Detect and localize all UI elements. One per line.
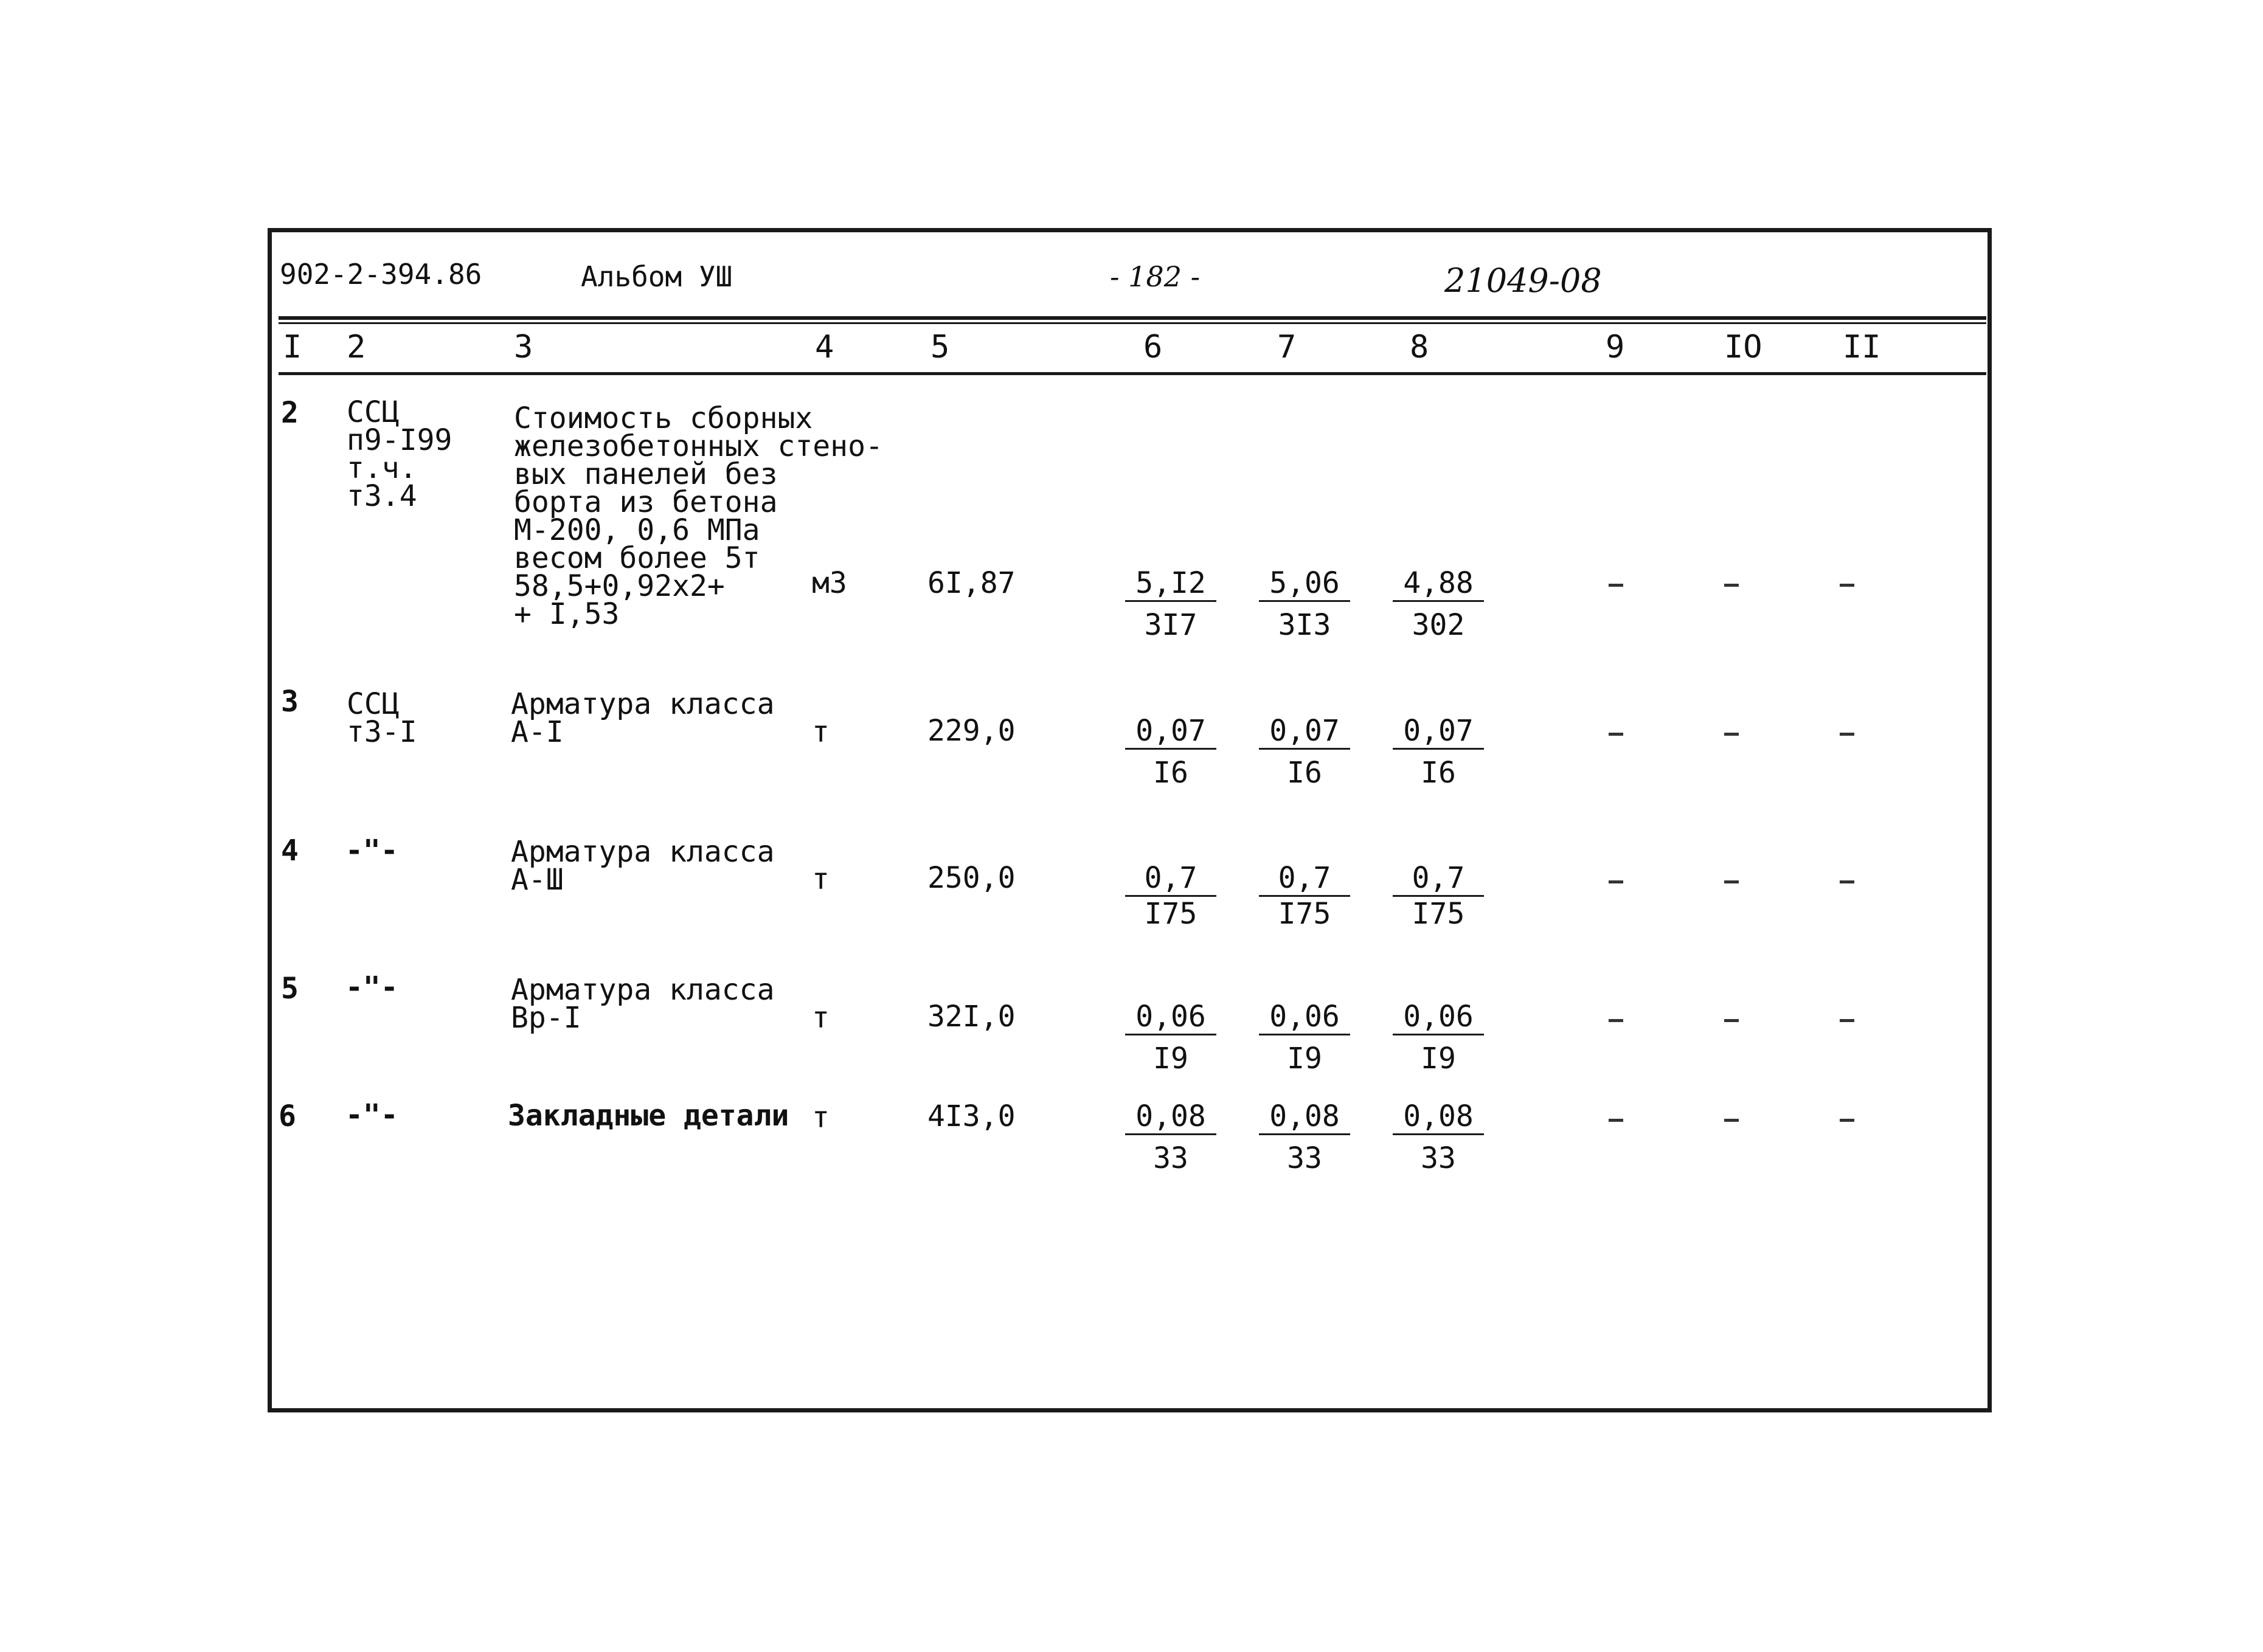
row-unit: т xyxy=(812,1001,830,1035)
row-number: 3 xyxy=(281,685,299,719)
album-title: Альбом УШ xyxy=(581,260,733,293)
column-number: II xyxy=(1843,329,1881,365)
empty-dash xyxy=(1609,880,1623,883)
empty-dash xyxy=(1724,1019,1739,1022)
row-unit: т xyxy=(812,715,830,749)
row-description: Закладные детали xyxy=(508,1099,789,1133)
row-description: Арматура класса А-Ш xyxy=(511,835,775,897)
column-number: 5 xyxy=(930,329,950,365)
row-price: 32I,0 xyxy=(927,1000,1016,1034)
row-number: 2 xyxy=(281,396,299,430)
empty-dash xyxy=(1724,733,1739,736)
row-price: 6I,87 xyxy=(927,566,1016,600)
value-col8: $\frac{0,06}{I9}$ xyxy=(1393,1002,1484,1073)
value-col8: $\frac{0,08}{33}$ xyxy=(1393,1102,1484,1173)
header-rule xyxy=(279,316,1986,320)
value-col6: $\frac{0,07}{I6}$ xyxy=(1125,716,1216,787)
row-description: Стоимость сборных железобетонных стено- вых панелей без борта из бетона М-200, 0,6 МПа весом более 5т 58,5+0,92х2+ + I,53 xyxy=(514,401,883,631)
value-col6: $\frac{5,I2}{3I7}$ xyxy=(1125,569,1216,640)
empty-dash xyxy=(1609,584,1623,587)
empty-dash xyxy=(1724,584,1739,587)
empty-dash xyxy=(1724,880,1739,883)
column-number: 3 xyxy=(514,329,533,365)
column-number: 6 xyxy=(1143,329,1163,365)
column-header-rule xyxy=(279,372,1986,375)
value-col7: $\frac{0,06}{I9}$ xyxy=(1259,1002,1350,1073)
empty-dash xyxy=(1609,1119,1623,1122)
column-number: 8 xyxy=(1410,329,1429,365)
value-col6: $\frac{0,08}{33}$ xyxy=(1125,1102,1216,1173)
column-number: I xyxy=(283,329,302,365)
column-number: IO xyxy=(1724,329,1762,365)
column-number: 2 xyxy=(347,329,366,365)
empty-dash xyxy=(1840,1019,1854,1022)
empty-dash xyxy=(1724,1119,1739,1122)
header-rule-thin xyxy=(279,322,1986,324)
empty-dash xyxy=(1609,733,1623,736)
value-col6: $\frac{0,06}{I9}$ xyxy=(1125,1002,1216,1073)
row-unit: т xyxy=(812,862,830,896)
value-col8: $\frac{0,07}{I6}$ xyxy=(1393,716,1484,787)
column-number: 7 xyxy=(1277,329,1297,365)
row-number: 5 xyxy=(281,972,299,1006)
row-price: 250,0 xyxy=(927,861,1016,895)
row-description: Арматура класса А-I xyxy=(511,687,775,749)
row-number: 6 xyxy=(279,1099,296,1133)
empty-dash xyxy=(1840,584,1854,587)
row-price: 4I3,0 xyxy=(927,1099,1016,1133)
value-col7: $\frac{0,7}{I75}$ xyxy=(1259,863,1350,928)
column-number: 9 xyxy=(1606,329,1625,365)
row-reference: -"- xyxy=(345,1098,398,1132)
row-reference: -"- xyxy=(345,970,398,1004)
value-col7: $\frac{5,06}{3I3}$ xyxy=(1259,569,1350,640)
row-number: 4 xyxy=(281,834,299,868)
value-col7: $\frac{0,07}{I6}$ xyxy=(1259,716,1350,787)
row-reference: -"- xyxy=(345,834,398,868)
empty-dash xyxy=(1609,1019,1623,1022)
empty-dash xyxy=(1840,880,1854,883)
value-col6: $\frac{0,7}{I75}$ xyxy=(1125,863,1216,928)
empty-dash xyxy=(1840,733,1854,736)
row-description: Арматура класса Вр-I xyxy=(511,973,775,1035)
row-unit: т xyxy=(812,1101,830,1135)
row-reference: ССЦ т3-I xyxy=(347,687,417,749)
column-number: 4 xyxy=(815,329,834,365)
value-col7: $\frac{0,08}{33}$ xyxy=(1259,1102,1350,1173)
row-reference: ССЦ п9-I99 т.ч. т3.4 xyxy=(347,395,452,513)
row-price: 229,0 xyxy=(927,714,1016,748)
empty-dash xyxy=(1840,1119,1854,1122)
page-number: - 182 - xyxy=(1110,260,1201,293)
value-col8: $\frac{4,88}{302}$ xyxy=(1393,569,1484,640)
value-col8: $\frac{0,7}{I75}$ xyxy=(1393,863,1484,928)
doc-number: 21049-08 xyxy=(1444,261,1602,300)
row-unit: м3 xyxy=(812,566,847,600)
doc-code: 902-2-394.86 xyxy=(280,258,482,291)
